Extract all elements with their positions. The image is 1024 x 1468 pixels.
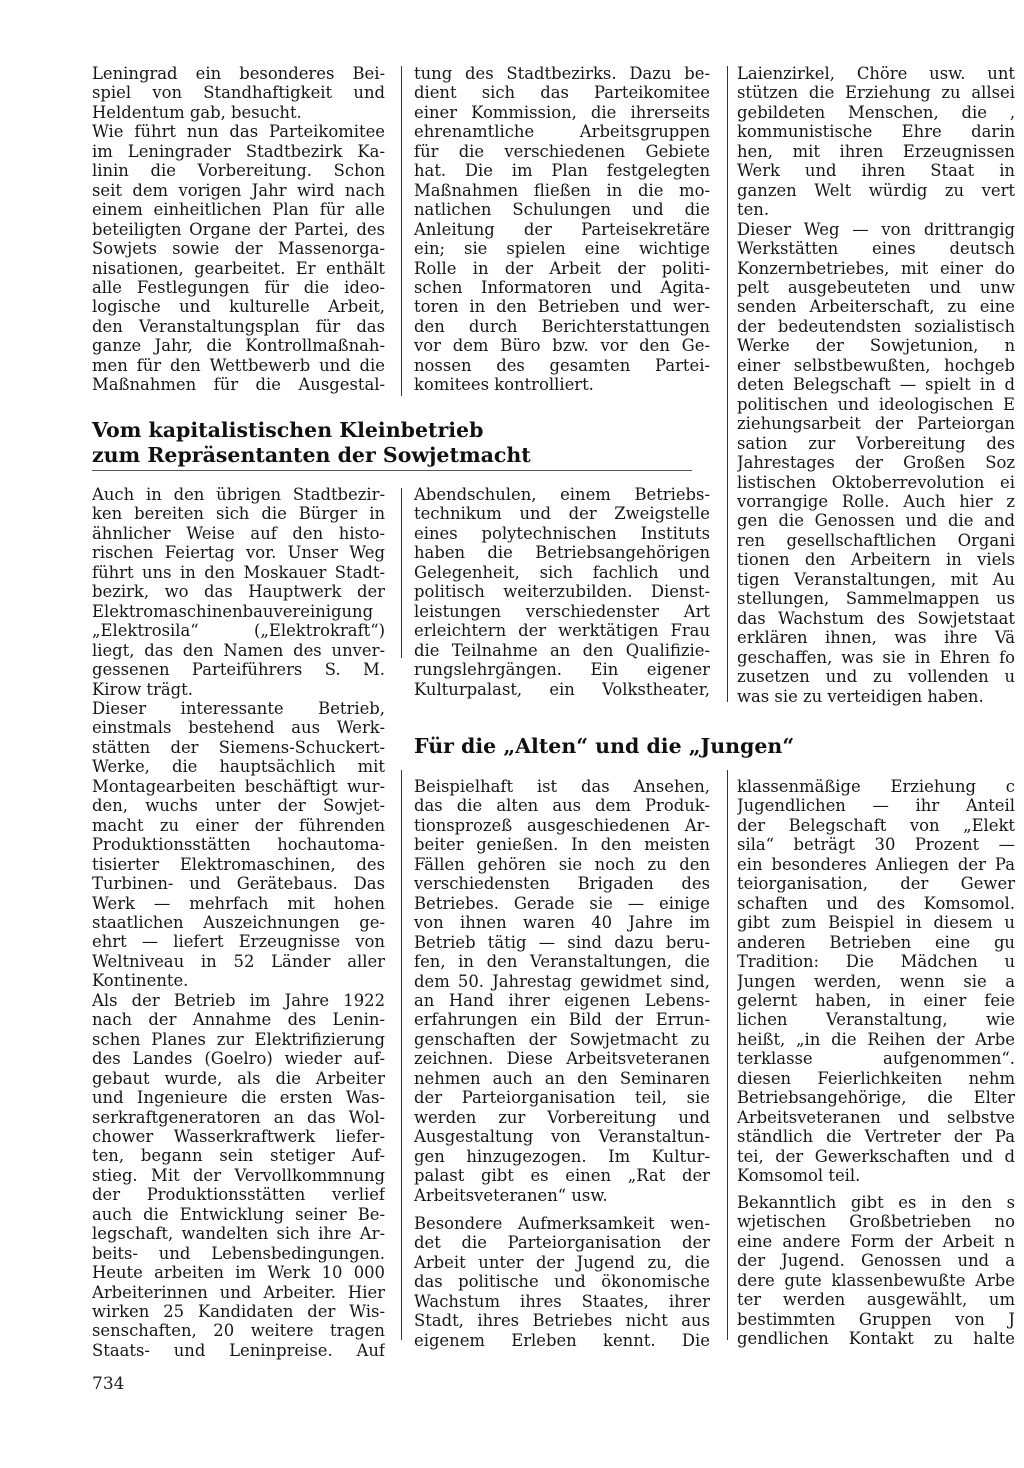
text-line: ehrt — liefert Erzeugnisse von [92,932,385,952]
text-line: geschaffen, was sie in Ehren fo [737,647,1015,667]
text-line: Auch in den übrigen Stadtbezir- [92,485,385,504]
text-line: politisch weiterzubilden. Dienst- [414,582,710,602]
text-line: auch die Entwicklung seiner Be- [92,1204,385,1224]
text-line: des Landes (Goelro) wieder auf- [92,1049,385,1069]
text-line: Beispielhaft ist das Ansehen, [414,777,710,796]
column-middle-bottom [414,485,710,699]
text-line: Maßnahmen für die Ausgestal- [92,375,385,395]
text-line: tung des Stadtbezirks. Dazu be- [414,64,710,83]
text-line: chower Wasserkraftwerk liefer- [92,1126,385,1146]
page-number: 734 [92,1374,125,1394]
text-line: Heute arbeiten im Werk 10 000 [92,1263,385,1283]
column-divider [727,66,728,702]
text-line: erfahrungen ein Bild der Errun- [414,1010,710,1030]
column-right-lower-p2 [737,1193,1015,1349]
text-line: Ausgestaltung von Veranstaltun- [414,1127,710,1147]
text-line: Jugendlichen — ihr Anteil [737,796,1015,816]
text-line: politischen und ideologischen E [737,394,1015,414]
section-heading-kleinbetrieb [92,418,531,468]
text-line: beits- und Lebensbedingungen. [92,1243,385,1263]
text-line: klassenmäßige Erziehung c [737,777,1015,796]
text-line: haben die Betriebsangehörigen [414,543,710,563]
text-line: den durch Berichterstattungen [414,316,710,336]
text-line: einem einheitlichen Plan für alle [92,200,385,220]
text-line: führt uns in den Moskauer Stadt- [92,562,385,582]
text-line: werden zur Vorbereitung und [414,1107,710,1127]
text-line: Werke, die hauptsächlich mit [92,757,385,777]
text-line: Weltniveau in 52 Länder aller [92,951,385,971]
text-line: Montagearbeiten beschäftigt wur- [92,776,385,796]
text-line: schen Informatoren und Agita- [414,277,710,297]
text-line: ganze Jahr, die Kontrollmaßnah- [92,336,385,356]
text-line: Kulturpalast, ein Volkstheater, [414,679,710,699]
text-line: gen die Genossen und die and [737,511,1015,531]
text-line: terklasse aufgenommen“. [737,1049,1015,1069]
text-line: kommunistische Ehre darin [737,122,1015,142]
text-line: ein; sie spielen eine wichtige [414,239,710,259]
text-line: Werk — mehrfach mit hohen [92,893,385,913]
text-line: gebaut wurde, als die Arbeiter [92,1068,385,1088]
text-line: was sie zu verteidigen haben. [737,686,984,706]
text-line: erklären ihnen, was ihre Vä [737,628,1015,648]
text-line: tisierter Elektromaschinen, des [92,854,385,874]
column-right-lower-p1 [737,777,1015,1186]
text-line: senschaften, 20 weitere tragen [92,1321,385,1341]
text-line: natlichen Schulungen und die [414,200,710,220]
text-line: Tradition: Die Mädchen u [737,952,1015,972]
text-line: Anleitung der Parteisekretäre [414,219,710,239]
text-line: rungslehrgängen. Ein eigener [414,660,710,680]
text-line: nach der Annahme des Lenin- [92,1010,385,1030]
text-line: gessenen Parteiführers S. M. [92,660,385,680]
text-line: dere gute klassenbewußte Arbe [737,1270,1015,1290]
text-line: stützen die Erziehung zu allsei [737,83,1015,103]
text-line: stieg. Mit der Vervollkommnung [92,1165,385,1185]
text-line: Abendschulen, einem Betriebs- [414,485,710,504]
text-line: Werke der Sowjetunion, n [737,336,1015,356]
text-line: ken bereiten sich die Bürger in [92,504,385,524]
text-line: wjetischen Großbetrieben no [737,1212,1015,1232]
text-line: nehmen auch an den Seminaren [414,1068,710,1088]
text-line: verschiedensten Brigaden des [414,874,710,894]
text-line: hat. Die im Plan festgelegten [414,161,710,181]
text-line: liegt, das den Namen des unver- [92,640,385,660]
text-line: das politische und ökonomische [414,1272,710,1292]
text-line: macht zu einer der führenden [92,815,385,835]
text-line: der Produktionsstätten verlief [92,1185,385,1205]
column-middle-lower-p1 [414,777,710,1205]
text-line: einer Kommission, die ihrerseits [414,102,710,122]
text-line: leistungen verschiedenster Art [414,601,710,621]
text-line: listischen Oktoberrevolution ei [737,472,1015,492]
text-line: ren gesellschaftlichen Organi [737,530,1015,550]
text-line: men für den Wettbewerb und die [92,355,385,375]
text-line: Heldentum gab, besucht. [92,102,302,122]
text-line: Rolle in der Arbeit der politi- [414,258,710,278]
text-line: seit dem vorigen Jahr wird nach [92,180,385,200]
text-line: fen, in den Veranstaltungen, die [414,952,710,972]
text-line: Betrieb tätig — sind dazu beru- [414,932,710,952]
text-line: heißt, „in die Reihen der Arbe [737,1029,1015,1049]
text-line: komitees kontrolliert. [414,375,594,395]
text-line: einer selbstbewußten, hochgeb [737,355,1015,375]
text-line: den, wuchs unter der Sowjet- [92,796,385,816]
text-line: gendlichen Kontakt zu halte [737,1329,1015,1349]
text-line: Elektromaschinenbauvereinigung [92,601,374,621]
text-line: den Veranstaltungsplan für das [92,316,385,336]
text-line: Dieser Weg — von drittrangig [737,219,1015,239]
text-line: pelt ausgebeuteten und unw [737,277,1015,297]
text-line: senden Arbeiterschaft, zu eine [737,297,1015,317]
text-line: im Leningrader Stadtbezirk Ka- [92,141,385,161]
text-line: Fällen gehören sie noch zu den [414,854,710,874]
text-line: stätten der Siemens-Schuckert- [92,737,385,757]
text-line: genschaften der Sowjetmacht zu [414,1029,710,1049]
column-top-middle [414,64,710,395]
text-line: Kirow trägt. [92,679,193,699]
text-line: von ihnen waren 40 Jahre im [414,913,710,933]
text-line: schen Planes zur Elektrifizierung [92,1029,385,1049]
text-line: tionsprozeß ausgeschiedenen Ar- [414,815,710,835]
text-line: Maßnahmen fließen in die mo- [414,180,710,200]
text-line: Sowjets sowie der Massenorga- [92,239,385,259]
text-line: nisationen, gearbeitet. Er enthält [92,258,385,278]
text-line: ziehungsarbeit der Parteiorgan [737,414,1015,434]
text-line: vor dem Büro bzw. vor den Ge- [414,336,710,356]
text-line: „Elektrosila“ („Elektrokraft“) [92,621,385,641]
text-line: Betriebes. Gerade sie — einige [414,893,710,913]
text-line: eine andere Form der Arbeit n [737,1231,1015,1251]
text-line: staatlichen Auszeichnungen ge- [92,912,385,932]
text-line: tionen den Arbeitern in viels [737,550,1015,570]
text-line: bezirk, wo das Hauptwerk der [92,582,385,602]
heading-line: Für die „Alten“ und die „Jungen“ [414,734,795,758]
text-line: Turbinen- und Gerätebaus. Das [92,874,385,894]
text-line: Jungen werden, wenn sie a [737,971,1015,991]
text-line: eigenem Erleben kennt. Die [414,1330,710,1350]
text-line: ähnlicher Weise auf den histo- [92,523,385,543]
text-line: das Wachstum des Sowjetstaat [737,608,1015,628]
text-line: Stadt, ihres Betriebes nicht aus [414,1311,710,1331]
text-line: diesen Feierlichkeiten nehm [737,1068,1015,1088]
text-line: logische und kulturelle Arbeit, [92,297,385,317]
text-line: technikum und der Zweigstelle [414,504,710,524]
text-line: Gelegenheit, sich fachlich und [414,562,710,582]
text-line: Laienzirkel, Chöre usw. unt [737,64,1015,83]
text-line: Dieser interessante Betrieb, [92,698,385,718]
text-line: sila“ beträgt 30 Prozent — [737,835,1015,855]
text-line: gelernt haben, in einer feie [737,990,1015,1010]
text-line: ter werden ausgewählt, um [737,1290,1015,1310]
text-line: Arbeit unter der Jugend zu, die [414,1252,710,1272]
text-line: der Belegschaft von „Elekt [737,815,1015,835]
text-line: spiel von Standhaftigkeit und [92,83,385,103]
text-line: rischen Feiertag vor. Unser Weg [92,543,385,563]
text-line: legschaft, wandelten sich ihre Ar- [92,1224,385,1244]
text-line: dem 50. Jahrestag gewidmet sind, [414,971,710,991]
text-line: det die Parteiorganisation der [414,1233,710,1253]
text-line: Als der Betrieb im Jahre 1922 [92,990,385,1010]
text-line: ten. [737,200,770,220]
text-line: toren in den Betrieben und wer- [414,297,710,317]
text-line: ten, begann sein stetiger Auf- [92,1146,385,1166]
column-divider [727,770,728,1340]
text-line: Leningrad ein besonderes Bei- [92,64,385,83]
text-line: Betriebsangehörige, die Elter [737,1088,1015,1108]
text-line: Wachstum ihres Staates, ihrer [414,1291,710,1311]
text-line: erleichtern der werktätigen Frau [414,621,710,641]
section-heading-alten-jungen [414,734,794,759]
text-line: ganzen Welt würdig zu vert [737,180,1015,200]
text-line: Arbeiterinnen und Arbeiter. Hier [92,1282,385,1302]
text-line: ehrenamtliche Arbeitsgruppen [414,122,710,142]
text-line: beiter genießen. In den meisten [414,835,710,855]
text-line: Konzernbetriebes, mit einer do [737,258,1015,278]
text-line: Besondere Aufmerksamkeit wen- [414,1214,710,1233]
text-line: hen, mit ihren Erzeugnissen [737,141,1015,161]
column-divider [401,770,402,1340]
text-line: einstmals bestehend aus Werk- [92,718,385,738]
text-line: tigen Veranstaltungen, mit Au [737,569,1015,589]
heading-line: zum Repräsentanten der Sowjetmacht [92,443,531,467]
column-left-bottom [92,485,385,1360]
text-line: Jahrestages der Großen Soz [737,453,1015,473]
text-line: schaften und des Komsomol. [737,893,1015,913]
text-line: Werk und ihren Staat in [737,161,1015,181]
text-line: zeichnen. Diese Arbeitsveteranen [414,1049,710,1069]
column-middle-lower-p2 [414,1214,710,1350]
text-line: gibt zum Beispiel in diesem u [737,913,1015,933]
text-line: zusetzen und zu vollenden u [737,667,1015,687]
text-line: beteiligten Organe der Partei, des [92,219,385,239]
text-line: das die alten aus dem Produk- [414,796,710,816]
text-line: tei, der Gewerkschaften und d [737,1146,1015,1166]
text-line: der Parteiorganisation teil, sie [414,1088,710,1108]
text-line: für die verschiedenen Gebiete [414,141,710,161]
text-line: stellungen, Sammelmappen us [737,589,1015,609]
text-line: Arbeitsveteranen“ usw. [414,1185,608,1205]
text-line: lichen Veranstaltung, wie [737,1010,1015,1030]
text-line: ein besonderes Anliegen der Pa [737,854,1015,874]
column-divider [401,66,402,396]
text-line: gen hinzugezogen. Im Kultur- [414,1146,710,1166]
text-line: gebildeten Menschen, die ‚ [737,102,1015,122]
text-line: serkraftgeneratoren an das Wol- [92,1107,385,1127]
text-line: nossen des gesamten Partei- [414,355,710,375]
text-line: Werkstätten eines deutsch [737,239,1015,259]
column-top-left [92,64,385,395]
text-line: bestimmten Gruppen von J [737,1309,1015,1329]
text-line: Kontinente. [92,971,189,991]
text-line: teiorganisation, der Gewer [737,874,1015,894]
text-line: die Teilnahme an den Qualifizie- [414,640,710,660]
text-line: der bedeutendsten sozialistisch [737,316,1015,336]
text-line: wirken 25 Kandidaten der Wis- [92,1302,385,1322]
text-line: an Hand ihrer eigenen Lebens- [414,990,710,1010]
text-line: alle Festlegungen für die ideo- [92,277,385,297]
text-line: deten Belegschaft — spielt in d [737,375,1015,395]
column-divider [401,488,402,658]
text-line: Bekanntlich gibt es in den s [737,1193,1015,1212]
text-line: Staats- und Leninpreise. Auf [92,1340,385,1360]
text-line: sation zur Vorbereitung des [737,433,1015,453]
text-line: linin die Vorbereitung. Schon [92,161,385,181]
text-line: dient sich das Parteikomitee [414,83,710,103]
text-line: Produktionsstätten hochautoma- [92,835,385,855]
text-line: Arbeitsveteranen und selbstve [737,1107,1015,1127]
column-right-top [737,64,1015,706]
text-line: und Ingenieure die ersten Was- [92,1088,385,1108]
text-line: ständlich die Vertreter der Pa [737,1127,1015,1147]
text-line: anderen Betrieben eine gu [737,932,1015,952]
text-line: der Jugend. Genossen und a [737,1251,1015,1271]
text-line: Komsomol teil. [737,1166,861,1186]
heading-underline [92,470,692,471]
text-line: palast gibt es einen „Rat der [414,1166,710,1186]
heading-line: Vom kapitalistischen Kleinbetrieb [92,418,484,442]
text-line: vorrangige Rolle. Auch hier z [737,491,1015,511]
text-line: Wie führt nun das Parteikomitee [92,122,385,142]
text-line: eines polytechnischen Instituts [414,523,710,543]
